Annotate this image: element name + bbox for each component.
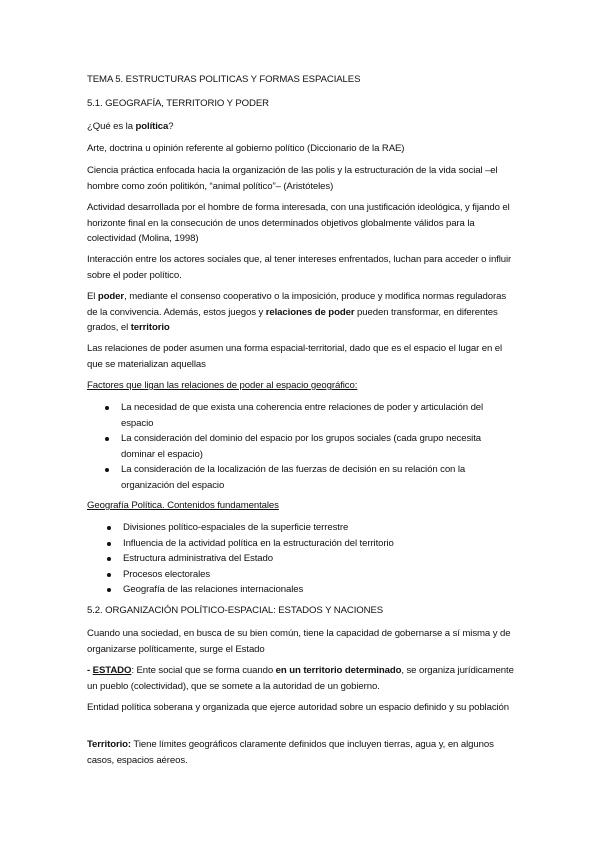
bullet-icon bbox=[107, 573, 111, 577]
list-item bbox=[105, 431, 517, 462]
bullet-icon bbox=[107, 542, 111, 546]
list-item-text: Estructura administrativa del Estado bbox=[123, 553, 273, 564]
list-item bbox=[107, 582, 517, 598]
bullet-icon bbox=[107, 557, 111, 561]
geografia-politica-title: Geografía Política. Contenidos fundamentales bbox=[87, 500, 279, 511]
bold-term-territorio-determinado: en un territorio determinado bbox=[275, 665, 402, 676]
text-run: , mediante el consenso cooperativo o la imposición, produce y modifica normas reguladoras de la convivencia. Además, estos juegos y bbox=[87, 291, 507, 318]
text-run: pueden transformar, en diferentes grados, el bbox=[87, 306, 498, 333]
section-heading-5-2: 5.2. ORGANIZACIÓN POLÍTICO-ESPACIAL: ESTADOS Y NACIONES bbox=[87, 605, 384, 616]
bullet-icon bbox=[105, 406, 109, 410]
document-heading: TEMA 5. ESTRUCTURAS POLITICAS Y FORMAS ESPACIALES bbox=[87, 74, 361, 85]
list-item-text: La consideración de la localización de las fuerzas de decisión en su relación con la organización del espacio bbox=[121, 464, 466, 491]
contenidos-list bbox=[107, 520, 517, 598]
question-mark: ? bbox=[168, 121, 174, 132]
paragraph-poder bbox=[87, 289, 517, 336]
list-item bbox=[107, 567, 517, 583]
question-text: ¿Qué es la bbox=[87, 121, 136, 132]
list-item-text: La necesidad de que exista una coherencia entre relaciones de poder y articulación del espacio bbox=[121, 402, 484, 429]
list-item-text: Procesos electorales bbox=[123, 568, 211, 580]
paragraph-relaciones: Las relaciones de poder asumen una forma espacial-territorial, dado que es el espacio el lugar en el que se materializan aquellas bbox=[87, 343, 503, 370]
factores-title: Factores que ligan las relaciones de poder al espacio geográfico: bbox=[87, 380, 358, 391]
bold-term-estado: ESTADO bbox=[92, 665, 132, 676]
text-run: : Ente social que se forma cuando bbox=[131, 665, 276, 676]
paragraph-estado bbox=[87, 663, 517, 694]
bullet-icon bbox=[105, 437, 109, 441]
text-run: , se organiza jurídicamente un pueblo (colectividad), que se somete a la autoridad de un gobierno. bbox=[87, 665, 514, 692]
bullet-icon bbox=[105, 468, 109, 472]
list-item bbox=[105, 400, 517, 431]
definition-rae: Arte, doctrina u opinión referente al gobierno político (Diccionario de la RAE) bbox=[87, 143, 405, 154]
bullet-icon bbox=[107, 588, 111, 592]
bullet-icon bbox=[107, 526, 111, 530]
dash-marker: - bbox=[87, 665, 93, 676]
paragraph-territorio bbox=[87, 737, 517, 768]
definition-aristoteles: Ciencia práctica enfocada hacia la organización de las polis y la estructuración de la vida social –el hombre como zoón politikón, “animal político”– (Aristóteles) bbox=[87, 165, 498, 192]
bold-term-relaciones: relaciones de poder bbox=[265, 306, 355, 318]
question-keyword: política bbox=[135, 121, 169, 132]
section-heading-5-1: 5.1. GEOGRAFÍA, TERRITORIO Y PODER bbox=[87, 98, 269, 109]
paragraph-entidad: Entidad política soberana y organizada que ejerce autoridad sobre un espacio definido y su población bbox=[87, 702, 510, 713]
definition-interaccion: Interacción entre los actores sociales que, al tener intereses enfrentados, luchan para acceder o influir sobre el poder político. bbox=[87, 254, 512, 281]
text-run: El bbox=[87, 291, 98, 302]
list-item-text: Divisiones político-espaciales de la superficie terrestre bbox=[123, 522, 349, 533]
bold-term-territorio-label: Territorio: bbox=[87, 739, 132, 750]
factores-list bbox=[105, 400, 517, 493]
definition-molina: Actividad desarrollada por el hombre de forma interesada, con una justificación ideológica, y fijando el horizonte final en la consecución de unos determinados objetivos globalmente válidos para la colectividad (Molina, 1998) bbox=[87, 202, 510, 244]
list-item bbox=[105, 462, 517, 493]
list-item-text: Influencia de la actividad política en la estructuración del territorio bbox=[123, 537, 394, 549]
text-run: Tiene límites geográficos claramente definidos que incluyen tierras, agua y, en algunos casos, espacios aéreos. bbox=[87, 739, 494, 766]
bold-term-territorio: territorio bbox=[130, 322, 170, 333]
bold-term-poder: poder bbox=[97, 291, 125, 302]
question-line bbox=[87, 119, 517, 135]
list-item-text: Geografía de las relaciones internacionales bbox=[123, 584, 304, 595]
list-item bbox=[107, 536, 517, 552]
list-item bbox=[107, 551, 517, 567]
paragraph-sociedad: Cuando una sociedad, en busca de su bien común, tiene la capacidad de gobernarse a sí misma y de organizarse políticamente, surge el Estado bbox=[87, 628, 511, 655]
list-item-text: La consideración del dominio del espacio por los grupos sociales (cada grupo necesita dominar el espacio) bbox=[121, 433, 482, 460]
list-item bbox=[107, 520, 517, 536]
